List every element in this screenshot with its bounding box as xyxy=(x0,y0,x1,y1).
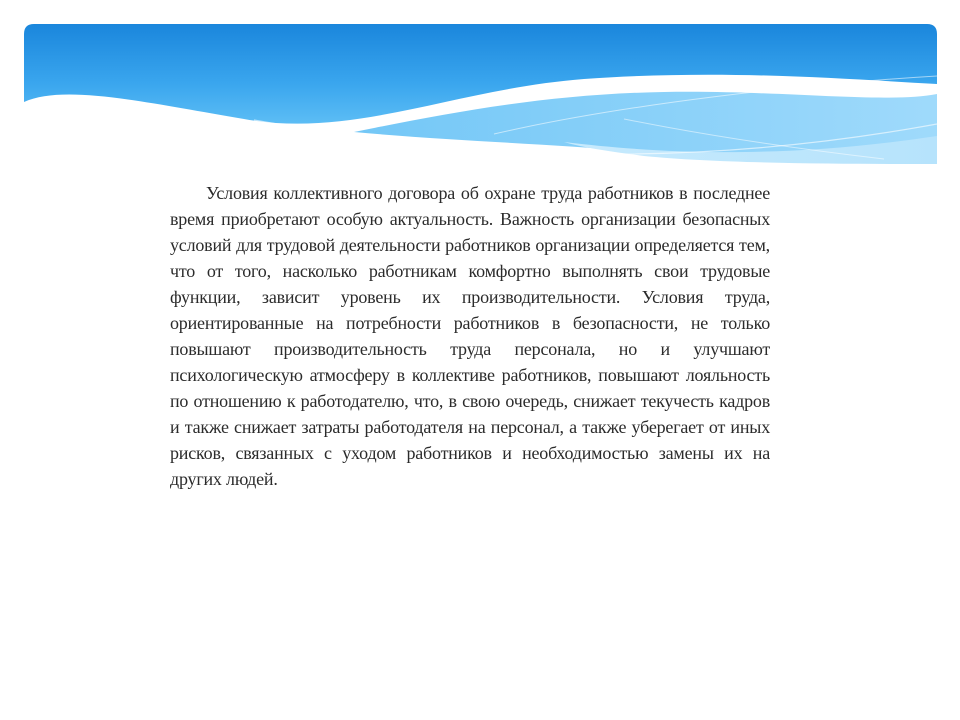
header-wave-decoration xyxy=(24,24,937,174)
body-paragraph: Условия коллективного договора об охране труда работников в последнее время приобретают особую актуальность. Важность организации безопасных условий для трудовой деятельности работников организации определяется тем, что от того, насколько работникам комфортно выполнять свои трудовые функции, зависит уровень их производительности. Условия труда, ориентированные на потребности работников в безопасности, не только повышают производительность труда персонала, но и улучшают психологическую атмосферу в коллективе работников, повышают лояльность по отношению к работодателю, что, в свою очередь, снижает текучесть кадров и также снижает затраты работодателя на персонал, а также уберегает от иных рисков, связанных с уходом работников и необходимостью замены их на других людей. xyxy=(170,183,770,489)
